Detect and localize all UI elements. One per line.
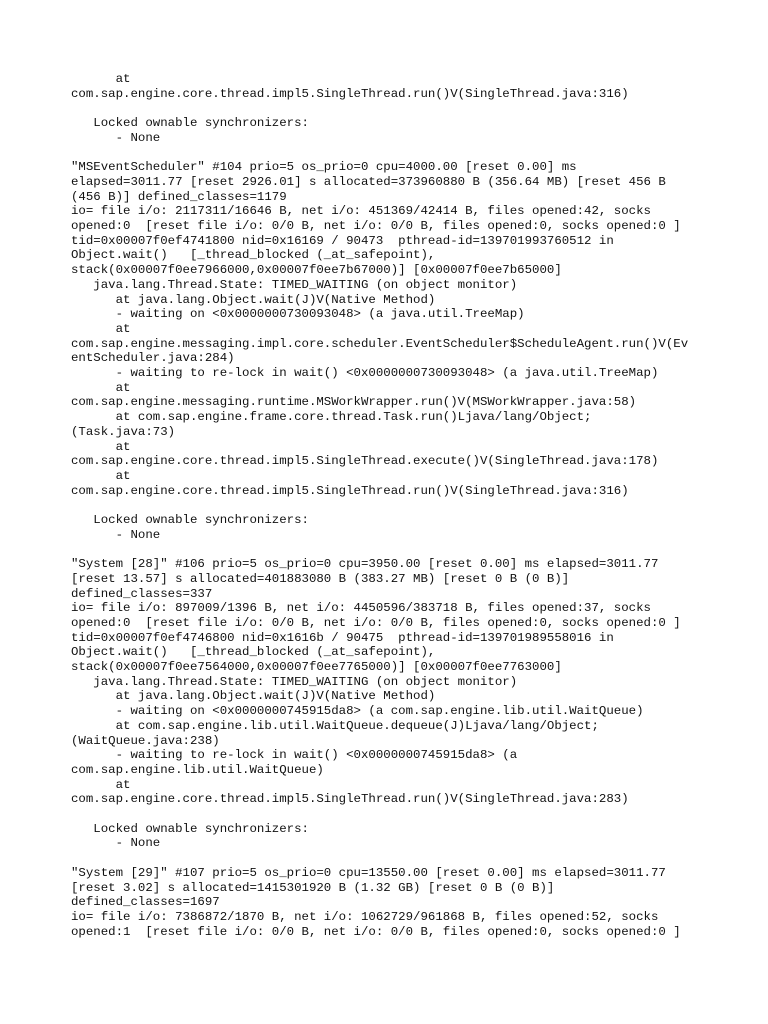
text-line: at com.sap.engine.lib.util.WaitQueue.dequeue(J)Ljava/lang/Object; xyxy=(71,718,599,733)
text-line: defined_classes=1697 xyxy=(71,895,220,910)
text-line: com.sap.engine.core.thread.impl5.SingleThread.run()V(SingleThread.java:316) xyxy=(71,86,629,101)
text-line xyxy=(71,851,711,866)
text-line: java.lang.Thread.State: TIMED_WAITING (on object monitor) xyxy=(71,674,518,689)
text-line: "System [28]" #106 prio=5 os_prio=0 cpu=3950.00 [reset 0.00] ms elapsed=3011.77 xyxy=(71,557,659,572)
text-line: stack(0x00007f0ee7564000,0x00007f0ee7765000)] [0x00007f0ee7763000] xyxy=(71,660,562,675)
text-line: com.sap.engine.messaging.impl.core.scheduler.EventScheduler$ScheduleAgent.run()V(Ev xyxy=(71,336,689,351)
text-line: (456 B)] defined_classes=1179 xyxy=(71,189,287,204)
text-line: (Task.java:73) xyxy=(71,424,176,439)
text-line: com.sap.engine.core.thread.impl5.SingleThread.run()V(SingleThread.java:316) xyxy=(71,483,629,498)
text-line: (WaitQueue.java:238) xyxy=(71,733,220,748)
text-line: "System [29]" #107 prio=5 os_prio=0 cpu=13550.00 [reset 0.00] ms elapsed=3011.77 xyxy=(71,865,666,880)
text-line: - None xyxy=(71,130,161,145)
text-line: Object.wait() [_thread_blocked (_at_safepoint), xyxy=(71,248,436,263)
text-line xyxy=(71,146,711,161)
text-line: opened:1 [reset file i/o: 0/0 B, net i/o: 0/0 B, files opened:0, socks opened:0 ] xyxy=(71,924,681,939)
text-line: - waiting to re-lock in wait() <0x0000000745915da8> (a xyxy=(71,748,518,763)
text-line: Locked ownable synchronizers: xyxy=(71,116,309,131)
text-line: at xyxy=(71,777,131,792)
text-line: defined_classes=337 xyxy=(71,586,213,601)
text-line: tid=0x00007f0ef4746800 nid=0x1616b / 90475 pthread-id=139701989558016 in xyxy=(71,630,614,645)
text-line: com.sap.engine.messaging.runtime.MSWorkWrapper.run()V(MSWorkWrapper.java:58) xyxy=(71,395,637,410)
text-line: io= file i/o: 897009/1396 B, net i/o: 4450596/383718 B, files opened:37, socks xyxy=(71,601,651,616)
text-line: at java.lang.Object.wait(J)V(Native Method) xyxy=(71,292,436,307)
text-line: entScheduler.java:284) xyxy=(71,351,235,366)
text-line: Object.wait() [_thread_blocked (_at_safepoint), xyxy=(71,645,436,660)
text-line: at xyxy=(71,439,131,454)
text-line xyxy=(71,807,711,822)
text-line: com.sap.engine.core.thread.impl5.SingleThread.run()V(SingleThread.java:283) xyxy=(71,792,629,807)
text-line: at xyxy=(71,321,131,336)
text-line: com.sap.engine.core.thread.impl5.SingleThread.execute()V(SingleThread.java:178) xyxy=(71,454,659,469)
text-line: - None xyxy=(71,836,161,851)
text-line: opened:0 [reset file i/o: 0/0 B, net i/o: 0/0 B, files opened:0, socks opened:0 ] xyxy=(71,615,681,630)
text-line: io= file i/o: 7386872/1870 B, net i/o: 1062729/961868 B, files opened:52, socks xyxy=(71,909,659,924)
text-line: at xyxy=(71,380,131,395)
text-line: [reset 13.57] s allocated=401883080 B (383.27 MB) [reset 0 B (0 B)] xyxy=(71,571,570,586)
text-line xyxy=(71,542,711,557)
text-line: Locked ownable synchronizers: xyxy=(71,821,309,836)
text-line: com.sap.engine.lib.util.WaitQueue) xyxy=(71,762,324,777)
text-line: at java.lang.Object.wait(J)V(Native Method) xyxy=(71,689,436,704)
text-line: - waiting on <0x0000000730093048> (a java.util.TreeMap) xyxy=(71,307,525,322)
text-line: io= file i/o: 2117311/16646 B, net i/o: 451369/42414 B, files opened:42, socks xyxy=(71,204,651,219)
text-line: - waiting to re-lock in wait() <0x0000000730093048> (a java.util.TreeMap) xyxy=(71,366,659,381)
text-line: java.lang.Thread.State: TIMED_WAITING (on object monitor) xyxy=(71,277,518,292)
text-line: stack(0x00007f0ee7966000,0x00007f0ee7b67000)] [0x00007f0ee7b65000] xyxy=(71,263,562,278)
text-line: "MSEventScheduler" #104 prio=5 os_prio=0 cpu=4000.00 [reset 0.00] ms xyxy=(71,160,577,175)
text-line: - None xyxy=(71,527,161,542)
text-line: tid=0x00007f0ef4741800 nid=0x16169 / 90473 pthread-id=139701993760512 in xyxy=(71,233,614,248)
text-line: - waiting on <0x0000000745915da8> (a com.sap.engine.lib.util.WaitQueue) xyxy=(71,704,644,719)
text-line: opened:0 [reset file i/o: 0/0 B, net i/o: 0/0 B, files opened:0, socks opened:0 ] xyxy=(71,219,681,233)
text-line: Locked ownable synchronizers: xyxy=(71,513,309,528)
text-line: at xyxy=(71,468,131,483)
text-line: at xyxy=(71,72,131,86)
text-line xyxy=(71,498,711,513)
thread-dump-page xyxy=(71,72,711,939)
text-line xyxy=(71,101,711,116)
text-line: elapsed=3011.77 [reset 2926.01] s allocated=373960880 B (356.64 MB) [reset 456 B xyxy=(71,174,666,189)
text-line: at com.sap.engine.frame.core.thread.Task.run()Ljava/lang/Object; xyxy=(71,410,592,425)
text-line: [reset 3.02] s allocated=1415301920 B (1.32 GB) [reset 0 B (0 B)] xyxy=(71,880,555,895)
